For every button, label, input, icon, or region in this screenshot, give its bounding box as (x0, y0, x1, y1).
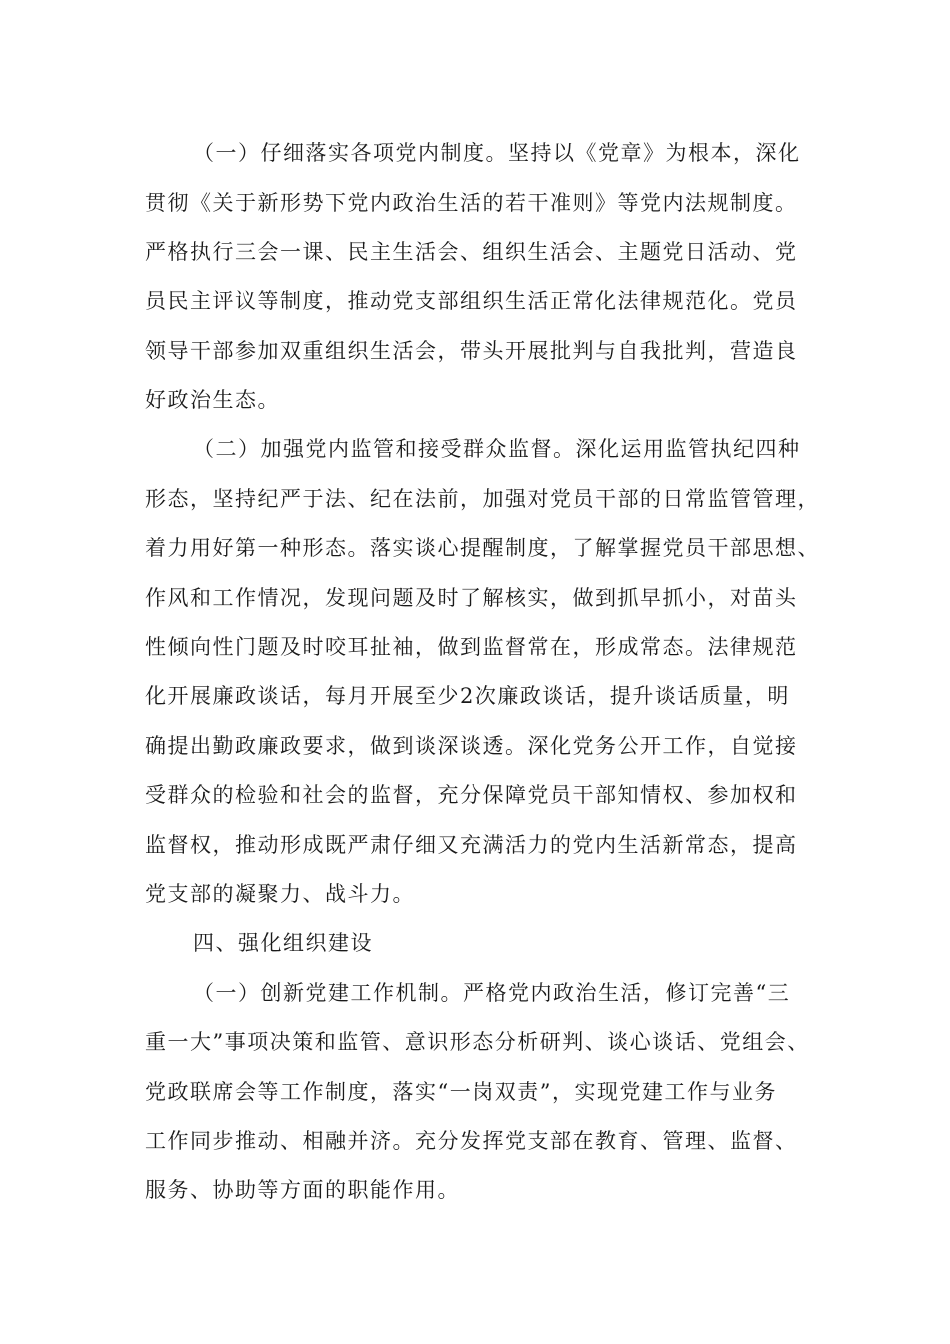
paragraph-1-line-6: 好政治生态。 (145, 388, 280, 412)
paragraph-2-line-8: 受群众的检验和社会的监督，充分保障党员干部知情权、参加权和 (145, 783, 798, 807)
paragraph-1-line-1: （一）仔细落实各项党内制度。坚持以《党章》为根本，深化 (193, 141, 801, 165)
paragraph-3-line-5: 服务、协助等方面的职能作用。 (145, 1178, 460, 1202)
paragraph-2-line-3: 着力用好第一种形态。落实谈心提醒制度，了解掌握党员干部思想、 (145, 536, 820, 560)
paragraph-2-line-7: 确提出勤政廉政要求，做到谈深谈透。深化党务公开工作，自觉接 (145, 734, 798, 758)
paragraph-3-line-3: 党政联席会等工作制度，落实“一岗双责”，实现党建工作与业务 (145, 1080, 777, 1104)
paragraph-2-line-4: 作风和工作情况，发现问题及时了解核实，做到抓早抓小，对苗头 (145, 586, 798, 610)
paragraph-2-line-6: 化开展廉政谈话，每月开展至少2次廉政谈话，提升谈话质量，明 (145, 684, 790, 708)
paragraph-2-line-10: 党支部的凝聚力、战斗力。 (145, 882, 415, 906)
paragraph-2-line-5: 性倾向性门题及时咬耳扯袖，做到监督常在，形成常态。法律规范 (145, 635, 798, 659)
paragraph-1-line-4: 员民主评议等制度，推动党支部组织生活正常化法律规范化。党员 (145, 289, 798, 313)
paragraph-3-line-4: 工作同步推动、相融并济。充分发挥党支部在教育、管理、监督、 (145, 1129, 798, 1153)
paragraph-2-line-9: 监督权，推动形成既严肃仔细又充满活力的党内生活新常态，提高 (145, 833, 798, 857)
paragraph-2-line-1: （二）加强党内监管和接受群众监督。深化运用监管执纪四种 (193, 437, 801, 461)
paragraph-1-line-3: 严格执行三会一课、民主生活会、组织生活会、主题党日活动、党 (145, 240, 798, 264)
paragraph-3-line-1: （一）创新党建工作机制。严格党内政治生活，修订完善“三 (193, 981, 791, 1005)
paragraph-2-line-2: 形态，坚持纪严于法、纪在法前，加强对党员干部的日常监管管理， (145, 487, 820, 511)
paragraph-3-line-2: 重一大”事项决策和监管、意识形态分析研判、谈心谈话、党组会、 (145, 1030, 810, 1054)
paragraph-1-line-2: 贯彻《关于新形势下党内政治生活的若干准则》等党内法规制度。 (145, 191, 798, 215)
section-heading: 四、强化组织建设 (193, 931, 373, 955)
paragraph-1-line-5: 领导干部参加双重组织生活会，带头开展批判与自我批判，营造良 (145, 339, 798, 363)
